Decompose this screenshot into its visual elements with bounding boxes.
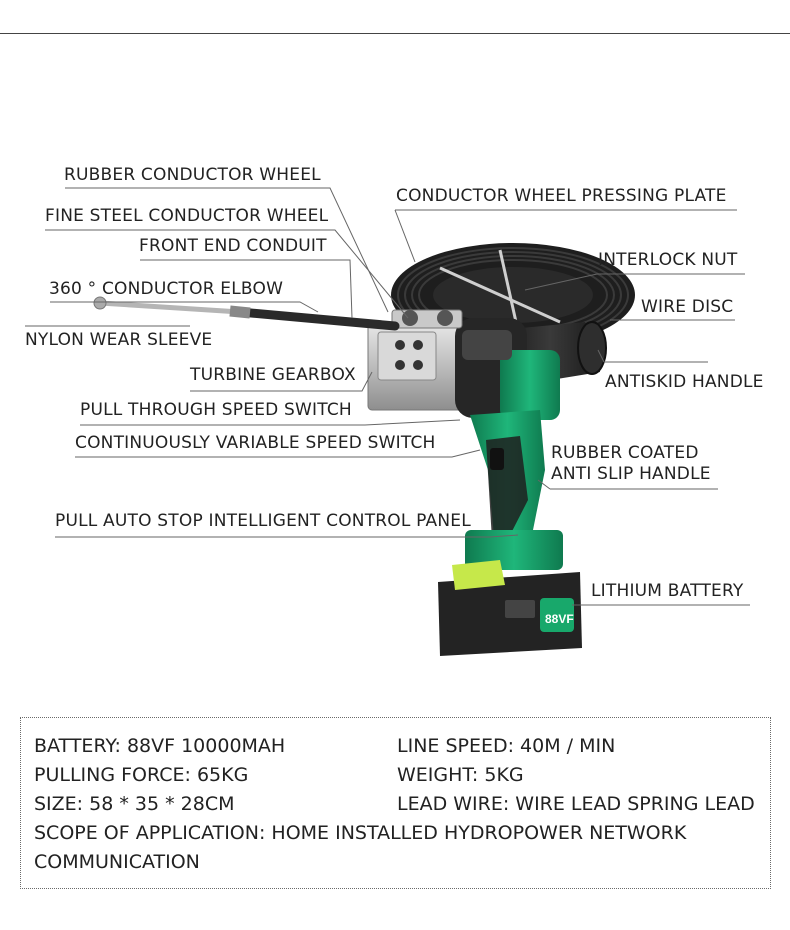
label-nylon-wear-sleeve: NYLON WEAR SLEEVE (25, 330, 213, 350)
label-lithium-battery: LITHIUM BATTERY (591, 581, 744, 601)
spec-battery: BATTERY: 88VF 10000MAH (34, 735, 286, 757)
label-antiskid-handle: ANTISKID HANDLE (605, 372, 764, 392)
spec-line-speed: LINE SPEED: 40M / MIN (397, 735, 616, 757)
label-rubber-coated-line2: ANTI SLIP HANDLE (551, 464, 711, 484)
spec-pulling-force: PULLING FORCE: 65KG (34, 764, 249, 786)
spec-scope-line1: SCOPE OF APPLICATION: HOME INSTALLED HYDROPOWER NETWORK (34, 822, 687, 844)
battery-badge: 88VF (545, 612, 574, 626)
spec-weight: WEIGHT: 5KG (397, 764, 524, 786)
spec-size: SIZE: 58 * 35 * 28CM (34, 793, 235, 815)
label-fine-steel-conductor-wheel: FINE STEEL CONDUCTOR WHEEL (45, 206, 329, 226)
label-continuously-variable-speed-switch: CONTINUOUSLY VARIABLE SPEED SWITCH (75, 433, 436, 453)
lithium-battery-pack (438, 530, 582, 656)
spec-scope-line2: COMMUNICATION (34, 851, 200, 873)
label-front-end-conduit: FRONT END CONDUIT (139, 236, 327, 256)
label-rubber-coated-line1: RUBBER COATED (551, 443, 699, 463)
spec-box (20, 717, 771, 889)
grip-handle (470, 410, 545, 548)
spec-lead-wire: LEAD WIRE: WIRE LEAD SPRING LEAD (397, 793, 755, 815)
label-wire-disc: WIRE DISC (641, 297, 734, 317)
label-conductor-wheel-pressing-plate: CONDUCTOR WHEEL PRESSING PLATE (396, 186, 727, 206)
front-conduit (94, 297, 395, 326)
label-pull-through-speed-switch: PULL THROUGH SPEED SWITCH (80, 400, 352, 420)
label-rubber-conductor-wheel: RUBBER CONDUCTOR WHEEL (64, 165, 321, 185)
label-interlock-nut: INTERLOCK NUT (598, 250, 738, 270)
conductor-wheels (392, 310, 462, 328)
label-control-panel: PULL AUTO STOP INTELLIGENT CONTROL PANEL (55, 511, 471, 531)
label-turbine-gearbox: TURBINE GEARBOX (190, 365, 356, 385)
label-conductor-elbow: 360 ° CONDUCTOR ELBOW (49, 279, 284, 299)
